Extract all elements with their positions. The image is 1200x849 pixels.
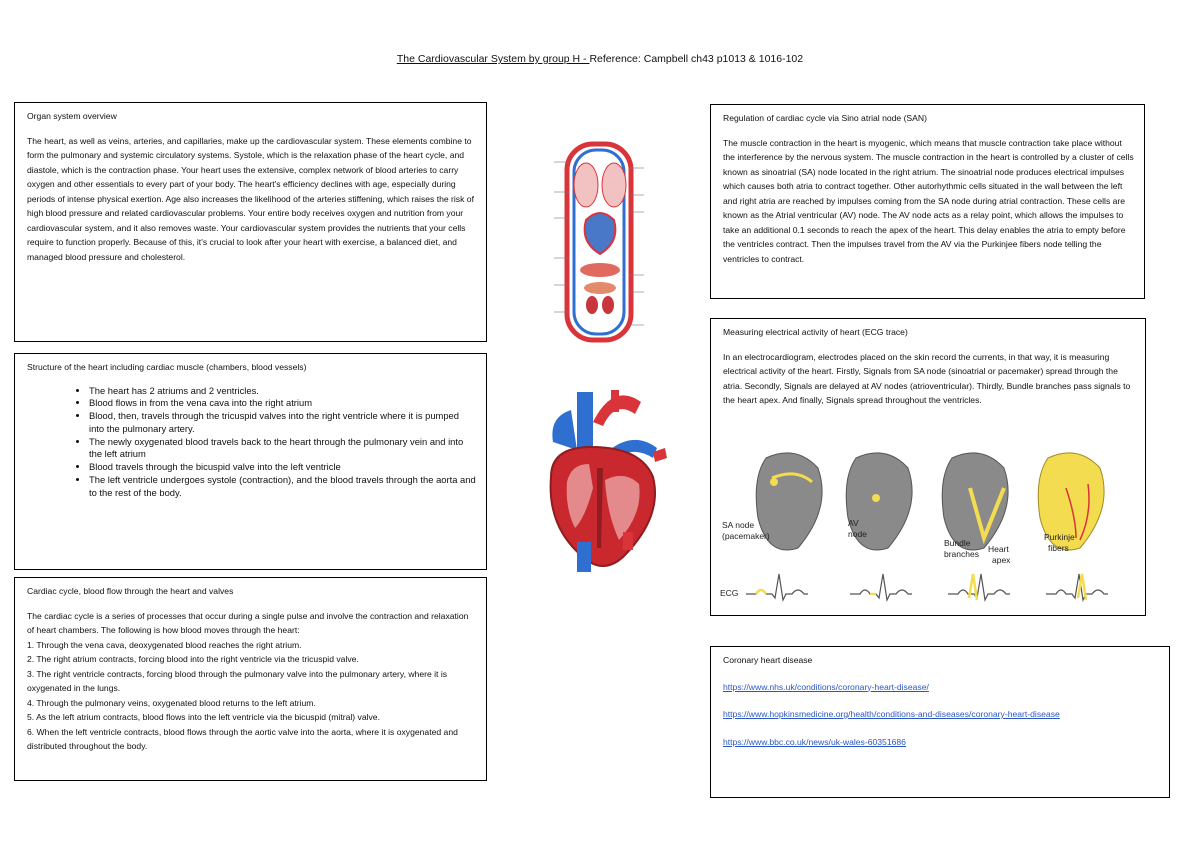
purkinje-label: Purkinje	[1044, 532, 1075, 542]
bundle-label: Bundle	[944, 538, 971, 548]
branches-label: branches	[944, 549, 979, 559]
av-node-dot	[872, 494, 880, 502]
inferior-vena-cava	[577, 542, 591, 572]
aortic-branch	[611, 390, 619, 412]
structure-box	[14, 353, 487, 570]
bbc-link[interactable]: https://www.bbc.co.uk/news/uk-wales-60351686	[723, 736, 906, 747]
fibers-label: fibers	[1048, 543, 1069, 553]
node-label: node	[848, 529, 867, 539]
cycle-heading: Cardiac cycle, blood flow through the heart and valves	[27, 586, 234, 596]
heart-label: Heart	[988, 544, 1009, 554]
heart-anatomy-illustration	[523, 382, 673, 582]
ecg-traces	[746, 574, 1108, 600]
cycle-steps	[27, 638, 476, 754]
overview-heading: Organ system overview	[27, 111, 117, 121]
intestine	[584, 282, 616, 294]
list-item: • The newly oxygenated blood travels back to the heart through the pulmonary vein and into the left atrium	[89, 436, 476, 462]
list-item: 4. Through the pulmonary veins, oxygenated blood returns to the left atrium.	[27, 697, 316, 708]
ecg-trace-label: ECG	[720, 588, 739, 598]
page-title	[0, 53, 1200, 65]
apex-label: apex	[992, 555, 1011, 565]
ecg-conduction-figure	[716, 438, 1140, 606]
ecg-body: In an electrocardiogram, electrodes placed on the skin record the currents, in that way, it is measuring electrical activity of the heart. Firstly, Signals from SA node (sinoatrial or pacemaker) spread through the atria. Secondly, Signals are delayed at AV nodes (atrioventricular). Thirdly, Bundle branches pass signals to the heart apex. And finally, Signals spread throughout the ventricles.	[723, 351, 1131, 405]
pulmonary-vein-left	[552, 410, 577, 450]
ecg-heading: Measuring electrical activity of heart (ECG trace)	[723, 327, 908, 337]
kidney-right	[602, 296, 614, 314]
list-item: • Blood flows in from the vena cava into the right atrium	[89, 397, 476, 410]
list-item: 2. The right atrium contracts, forcing blood into the right ventricle via the tricuspid valve.	[27, 654, 359, 664]
heart-muscle	[551, 447, 655, 566]
list-item: • Blood, then, travels through the tricuspid valves into the right ventricle where it is pumped into the pulmonary artery.	[89, 410, 476, 436]
overview-box	[14, 102, 487, 342]
list-item: • The left ventricle undergoes systole (contraction), and the blood travels through the aorta and to the rest of the body.	[89, 474, 476, 500]
descending-aorta	[623, 532, 633, 550]
cycle-intro: The cardiac cycle is a series of processes that occur during a single pulse and involve the contraction and relaxation of heart chambers. The following is how blood moves through the heart:	[27, 610, 469, 635]
list-item: 6. When the left ventricle contracts, blood flows through the aortic valve into the aorta, where it is oxygenated and distributed throughout the body.	[27, 726, 458, 751]
list-item: • Blood travels through the bicuspid valve into the left ventricle	[89, 461, 476, 474]
reference-text: Reference: Campbell ch43 p1013 & 1016-102	[589, 53, 804, 65]
overview-body: The heart, as well as veins, arteries, and capillaries, make up the cardiovascular system. These elements combine to form the pulmonary and systemic circulatory systems. Systole, which is the relaxation phase of the heart cycle, and diastole, which is the contraction phase. Your heart uses the extensive, complex network of blood arteries to carry oxygen and other essentials to every part of your body. The heart's efficiency declines with age, especially during periods of intense physical exertion. Age also increases the likelihood of the arteries stiffening, which raises the risk of high blood pressure and related cardiovascular problems. Your entire body receives oxygen and nutrition from your cardiovascular system, and it also removes waste. Your cardiovascular system provides the nutrients that your cells require to function properly. Because of this, it's crucial to look after your heart with exercise, a balanced diet, and managed blood pressure and cholesterol.	[27, 135, 474, 262]
list-item: 1. Through the vena cava, deoxygenated blood reaches the right atrium.	[27, 639, 302, 650]
san-box	[710, 104, 1145, 299]
coronary-box	[710, 646, 1170, 798]
structure-bullet-list	[27, 385, 476, 500]
list-item: • The heart has 2 atriums and 2 ventricles.	[89, 385, 476, 398]
ecg-highlight-segments	[756, 574, 1086, 600]
hopkins-link[interactable]: https://www.hopkinsmedicine.org/health/conditions-and-diseases/coronary-heart-disease	[723, 709, 1060, 719]
heart-stage-3	[942, 453, 1008, 550]
sa-node-dot	[770, 478, 778, 486]
kidney-left	[586, 296, 598, 314]
right-lung	[602, 163, 626, 207]
san-body: The muscle contraction in the heart is myogenic, which means that muscle contraction take place without the interference by the nervous system. The muscle contraction in the heart is controlled by a cluster of cells known as sinoatrial (SA) node located in the right atrium. The sinoatrial node produces electrical impulses which causes both atria to contract together. Other autorhythmic cells situated in the wall between the left and right atria are reached by impulses coming from the SA node during atrial contraction. These cells are known as the Atrial ventricular (AV) node. The AV node acts as a relay point, which allows the impulses to take an additional 0.1 seconds to reach the apex of the heart. This delay enables the atria to empty before the ventricles contract. Then the impulses travel from the AV via the Purkinjee fibers node telling the ventricles to contract.	[723, 137, 1134, 264]
list-item: 5. As the left atrium contracts, blood flows into the left ventricle via the bicuspid (mitral) valve.	[27, 712, 380, 722]
heart-shape	[585, 213, 616, 254]
circulatory-system-diagram	[524, 140, 674, 345]
pacemaker-label: (pacemaker)	[722, 531, 770, 541]
av-label: AV	[848, 518, 859, 528]
title-text: The Cardiovascular System by group H -	[396, 53, 590, 65]
list-item: 3. The right ventricle contracts, forcing blood through the pulmonary valve into the pulmonary artery, where it is oxygenated in the lungs.	[27, 668, 448, 693]
left-lung	[574, 163, 598, 207]
nhs-link[interactable]: https://www.nhs.uk/conditions/coronary-heart-disease/	[723, 681, 929, 692]
liver	[580, 263, 620, 277]
san-heading: Regulation of cardiac cycle via Sino atrial node (SAN)	[723, 113, 927, 123]
coronary-heading: Coronary heart disease	[723, 655, 813, 665]
structure-heading: Structure of the heart including cardiac muscle (chambers, blood vessels)	[27, 362, 307, 372]
cardiac-cycle-box	[14, 577, 487, 781]
sa-node-label: SA node	[722, 520, 755, 530]
